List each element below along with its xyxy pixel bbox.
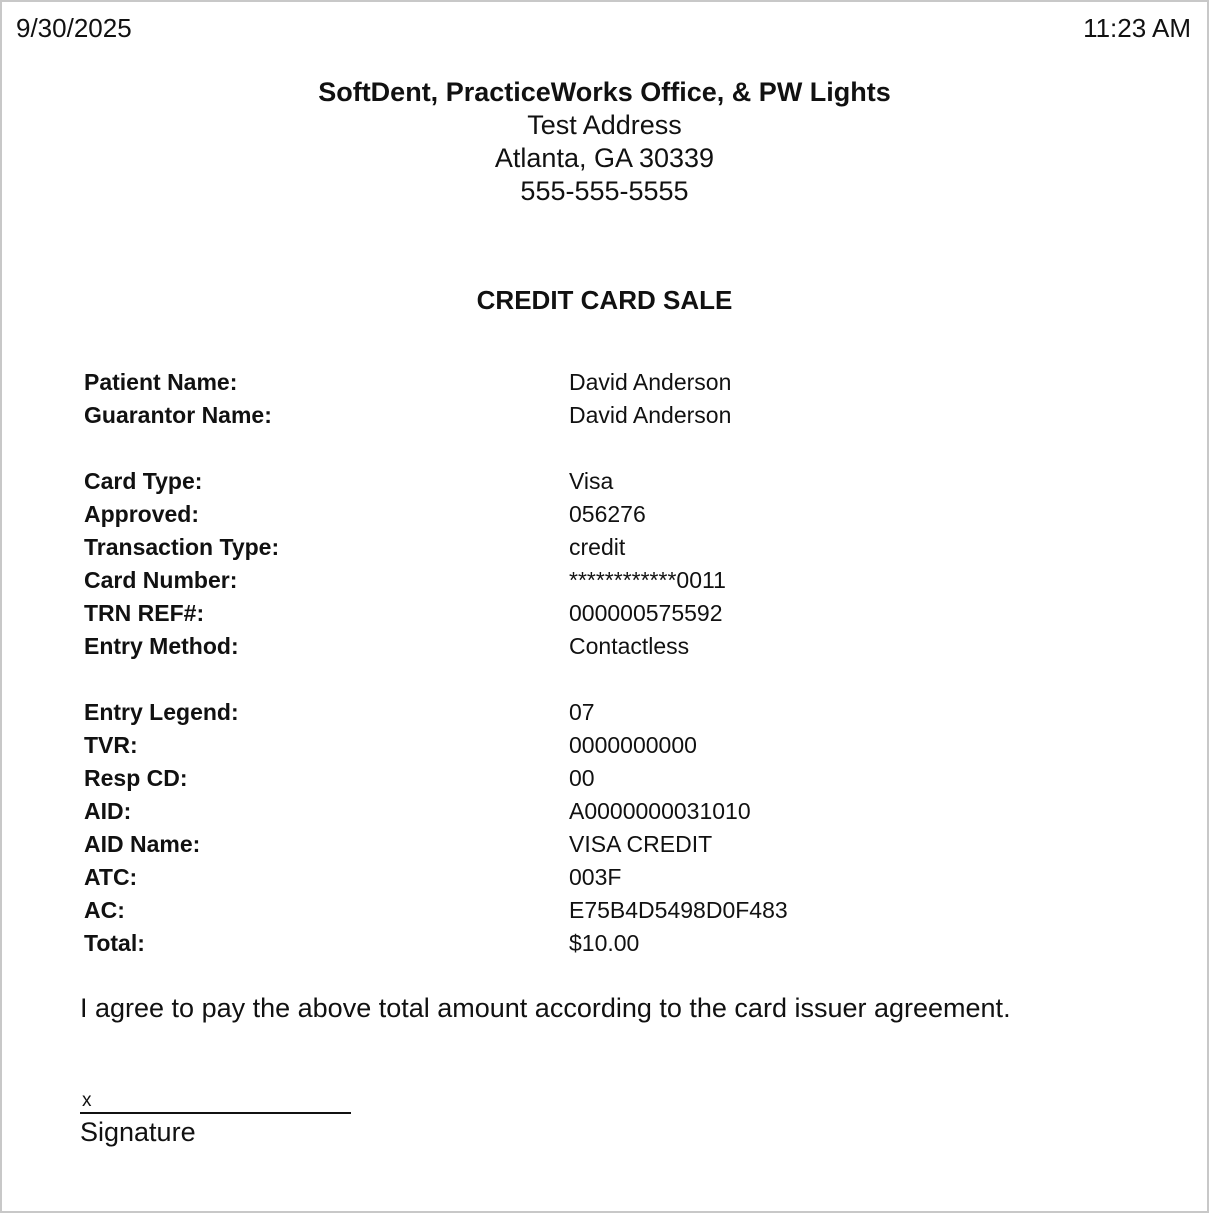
field-value: Contactless: [569, 633, 690, 659]
field-value: 000000575592: [569, 600, 723, 626]
field-label: AC:: [84, 897, 125, 923]
field-value: 00: [569, 765, 595, 791]
field-row-trn-ref: [84, 597, 1084, 630]
practice-name: SoftDent, PracticeWorks Office, & PW Lights: [318, 77, 891, 107]
transaction-fields: [84, 366, 1084, 960]
field-value: credit: [569, 534, 626, 560]
field-label: Guarantor Name:: [84, 402, 272, 428]
receipt-title: CREDIT CARD SALE: [476, 285, 733, 315]
field-row-entry-method: [84, 630, 1084, 663]
field-label: Approved:: [84, 501, 199, 527]
field-label: Resp CD:: [84, 765, 188, 791]
field-row-entry-legend: [84, 696, 1084, 729]
field-row-card-type: [84, 465, 1084, 498]
print-time: 11:23 AM: [1083, 13, 1191, 43]
field-row-resp-cd: [84, 762, 1084, 795]
field-value: $10.00: [569, 930, 640, 956]
field-row-aid: [84, 795, 1084, 828]
field-label: AID Name:: [84, 831, 201, 857]
field-value: David Anderson: [569, 402, 732, 428]
field-row-patient-name: [84, 366, 1084, 399]
field-label: Entry Legend:: [84, 699, 239, 725]
field-row-aid-name: [84, 828, 1084, 861]
field-value: E75B4D5498D0F483: [569, 897, 788, 923]
agreement-text: I agree to pay the above total amount according to the card issuer agreement.: [80, 993, 1011, 1023]
field-value: 003F: [569, 864, 622, 890]
field-value: ************0011: [569, 567, 726, 593]
print-date: 9/30/2025: [16, 13, 132, 43]
field-label: Total:: [84, 930, 145, 956]
field-label: AID:: [84, 798, 132, 824]
field-value: VISA CREDIT: [569, 831, 713, 857]
signature-label: Signature: [80, 1117, 196, 1147]
signature-mark: x: [82, 1090, 92, 1111]
field-row-guarantor-name: [84, 399, 1084, 432]
field-label: Entry Method:: [84, 633, 239, 659]
field-row-tvr: [84, 729, 1084, 762]
practice-address-line2: Atlanta, GA 30339: [494, 143, 715, 173]
field-row-card-number: [84, 564, 1084, 597]
field-label: Card Type:: [84, 468, 203, 494]
field-value: David Anderson: [569, 369, 732, 395]
field-label: Card Number:: [84, 567, 238, 593]
practice-phone: 555-555-5555: [520, 176, 689, 206]
field-label: TVR:: [84, 732, 138, 758]
field-label: Patient Name:: [84, 369, 238, 395]
field-value: 056276: [569, 501, 646, 527]
field-label: ATC:: [84, 864, 138, 890]
field-row-total: [84, 927, 1084, 960]
field-row-transaction-type: [84, 531, 1084, 564]
field-row-ac: [84, 894, 1084, 927]
field-value: 07: [569, 699, 595, 725]
field-value: Visa: [569, 468, 614, 494]
practice-header: [2, 76, 1207, 208]
field-label: Transaction Type:: [84, 534, 280, 560]
field-value: 0000000000: [569, 732, 697, 758]
signature-line: [80, 1088, 351, 1114]
field-label: TRN REF#:: [84, 600, 205, 626]
field-value: A0000000031010: [569, 798, 751, 824]
practice-address-line1: Test Address: [527, 110, 682, 140]
field-row-approved: [84, 498, 1084, 531]
field-row-atc: [84, 861, 1084, 894]
